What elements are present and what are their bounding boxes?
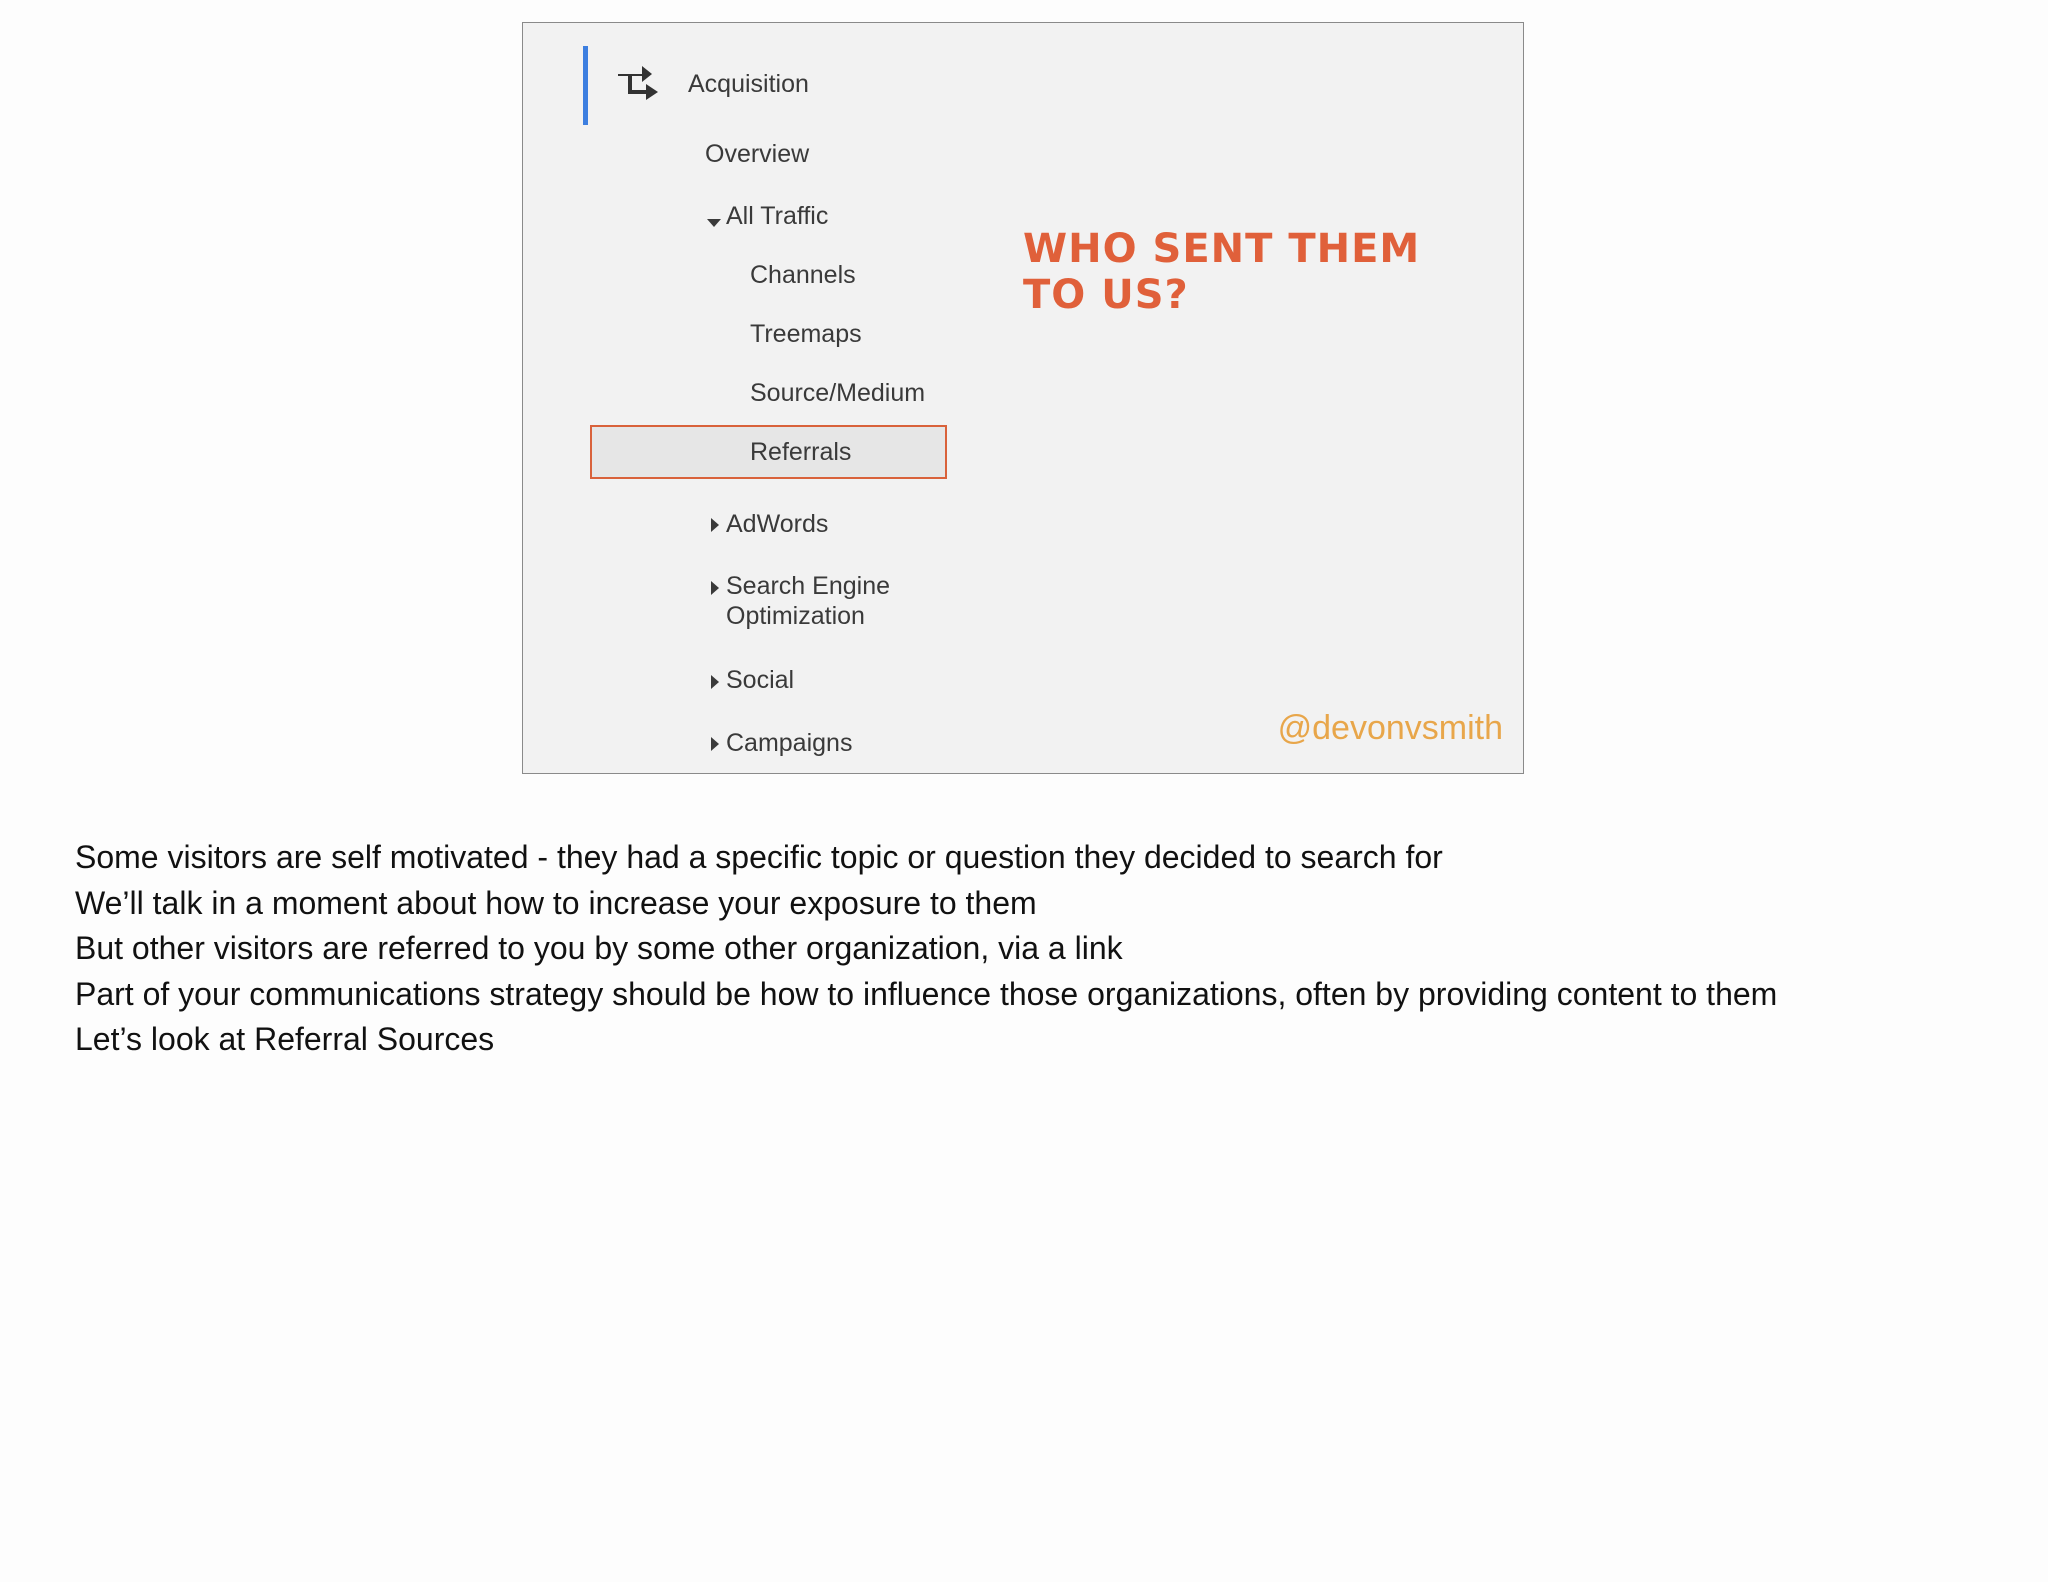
acquisition-arrows-icon [616,62,662,106]
nav-item-seo-line2[interactable]: Optimization [726,602,865,630]
caret-right-icon [711,675,719,689]
twitter-handle: @devonvsmith [1277,709,1503,747]
nav-item-treemaps[interactable]: Treemaps [750,320,862,348]
note-line: Some visitors are self motivated - they had a specific topic or question they decided to search for [75,839,1443,875]
nav-item-channels[interactable]: Channels [750,261,856,289]
headline-line-1: WHO SENT THEM [1023,226,1421,272]
nav-item-source-medium[interactable]: Source/Medium [750,379,926,407]
nav-item-all-traffic[interactable]: All Traffic [726,202,829,230]
slide-image [522,22,1524,774]
caret-right-icon [711,581,719,595]
note-line: We’ll talk in a moment about how to increase your exposure to them [75,884,1037,921]
caret-down-icon [707,219,721,227]
nav-accent-bar [583,46,588,125]
nav-header-acquisition[interactable]: Acquisition [688,70,809,98]
nav-item-overview[interactable]: Overview [705,140,810,168]
speaker-notes [75,835,2005,1063]
nav-item-social[interactable]: Social [726,666,795,694]
slide-headline [1023,226,1420,318]
headline-line-2: TO US? [1023,272,1189,318]
nav-item-adwords[interactable]: AdWords [726,510,829,538]
nav-item-referrals[interactable]: Referrals [750,438,852,466]
caret-right-icon [711,518,719,532]
nav-item-seo-line1[interactable]: Search Engine [726,572,891,600]
caret-right-icon [711,737,719,751]
note-line: Part of your communications strategy should be how to influence those organizations, often by providing content to them [75,975,1778,1012]
nav-item-campaigns[interactable]: Campaigns [726,729,853,757]
note-line: But other visitors are referred to you by some other organization, via a link [75,930,1123,966]
note-line: Let’s look at Referral Sources [75,1021,495,1057]
